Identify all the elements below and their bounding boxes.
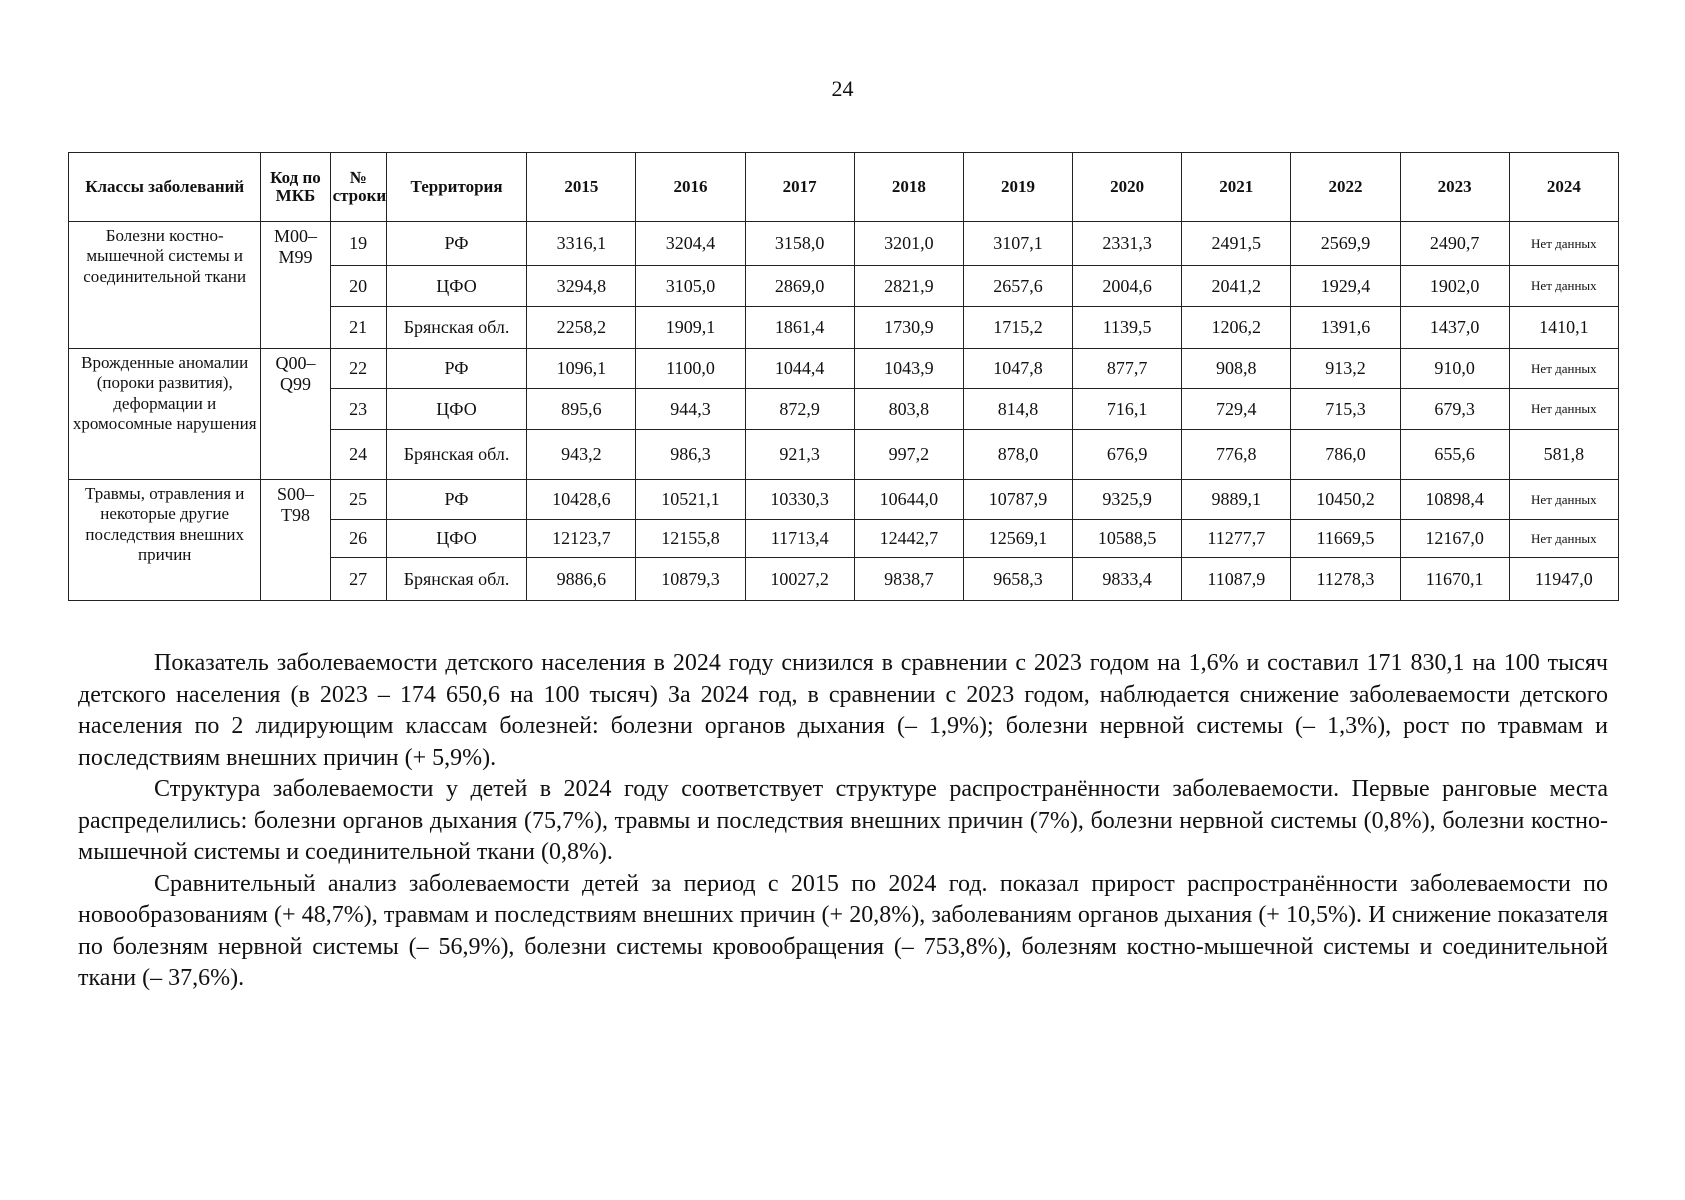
value-cell: 997,2 (854, 430, 963, 480)
value-cell: 2491,5 (1182, 222, 1291, 266)
value-cell: 878,0 (963, 430, 1072, 480)
value-cell: 10450,2 (1291, 480, 1400, 520)
value-cell: 3204,4 (636, 222, 745, 266)
value-cell: 11670,1 (1400, 558, 1509, 601)
territory-cell: Брянская обл. (386, 430, 527, 480)
header-territory: Территория (386, 153, 527, 222)
value-cell: 11669,5 (1291, 520, 1400, 558)
disease-class-cell: Травмы, отравления и некоторые другие последствия внешних причин (69, 480, 261, 601)
territory-cell: ЦФО (386, 266, 527, 307)
value-cell: 1096,1 (527, 349, 636, 389)
icd-code-cell: M00–M99 (261, 222, 330, 349)
value-cell: 9833,4 (1073, 558, 1182, 601)
value-cell: Нет данных (1509, 266, 1618, 307)
value-cell: 11278,3 (1291, 558, 1400, 601)
value-cell: 872,9 (745, 389, 854, 430)
value-cell: 1047,8 (963, 349, 1072, 389)
header-year: 2016 (636, 153, 745, 222)
disease-class-cell: Врожденные аномалии (пороки развития), деформации и хромосомные нарушения (69, 349, 261, 480)
header-year: 2024 (1509, 153, 1618, 222)
row-number-cell: 24 (330, 430, 386, 480)
value-cell: 2821,9 (854, 266, 963, 307)
value-cell: 3105,0 (636, 266, 745, 307)
value-cell: 655,6 (1400, 430, 1509, 480)
value-cell: 10644,0 (854, 480, 963, 520)
value-cell: 1715,2 (963, 307, 1072, 349)
value-cell: 10898,4 (1400, 480, 1509, 520)
value-cell: 10588,5 (1073, 520, 1182, 558)
value-cell: 10787,9 (963, 480, 1072, 520)
row-number-cell: 23 (330, 389, 386, 430)
value-cell: 1410,1 (1509, 307, 1618, 349)
value-cell: 12442,7 (854, 520, 963, 558)
header-year: 2023 (1400, 153, 1509, 222)
header-row-no: № строки (330, 153, 386, 222)
value-cell: 729,4 (1182, 389, 1291, 430)
page-number: 24 (831, 76, 854, 101)
territory-cell: РФ (386, 480, 527, 520)
header-year: 2017 (745, 153, 854, 222)
value-cell: 877,7 (1073, 349, 1182, 389)
value-cell: 895,6 (527, 389, 636, 430)
disease-class-cell: Болезни костно-мышечной системы и соединительной ткани (69, 222, 261, 349)
value-cell: 3158,0 (745, 222, 854, 266)
territory-cell: Брянская обл. (386, 558, 527, 601)
value-cell: 943,2 (527, 430, 636, 480)
value-cell: 715,3 (1291, 389, 1400, 430)
value-cell: 3294,8 (527, 266, 636, 307)
row-number-cell: 21 (330, 307, 386, 349)
value-cell: 803,8 (854, 389, 963, 430)
value-cell: 10330,3 (745, 480, 854, 520)
value-cell: 908,8 (1182, 349, 1291, 389)
value-cell: 1100,0 (636, 349, 745, 389)
value-cell: 3107,1 (963, 222, 1072, 266)
value-cell: 814,8 (963, 389, 1072, 430)
header-year: 2020 (1073, 153, 1182, 222)
value-cell: 1437,0 (1400, 307, 1509, 349)
value-cell: 581,8 (1509, 430, 1618, 480)
value-cell: Нет данных (1509, 480, 1618, 520)
value-cell: 910,0 (1400, 349, 1509, 389)
value-cell: 11713,4 (745, 520, 854, 558)
header-year: 2021 (1182, 153, 1291, 222)
value-cell: 12569,1 (963, 520, 1072, 558)
value-cell: 3201,0 (854, 222, 963, 266)
value-cell: 9886,6 (527, 558, 636, 601)
row-number-cell: 26 (330, 520, 386, 558)
value-cell: 2258,2 (527, 307, 636, 349)
value-cell: 1861,4 (745, 307, 854, 349)
paragraph: Показатель заболеваемости детского населения в 2024 году снизился в сравнении с 2023 годом на 1,6% и составил 171 830,1 на 100 тысяч детского населения (в 2023 – 174 650,6 на 100 тысяч) За 2024 год, в сравнении с 2023 годом, наблюдается снижение заболеваемости детского населения по 2 лидирующим классам болезней: болезни органов дыхания (– 1,9%); болезни нервной системы (– 1,3%), рост по травмам и последствиям внешних причин (+ 5,9%). (78, 650, 1608, 771)
body-text (78, 648, 1608, 995)
header-year: 2022 (1291, 153, 1400, 222)
value-cell: 1730,9 (854, 307, 963, 349)
table-row (69, 349, 1619, 389)
value-cell: 10027,2 (745, 558, 854, 601)
value-cell: 2004,6 (1073, 266, 1182, 307)
value-cell: 1206,2 (1182, 307, 1291, 349)
value-cell: 1391,6 (1291, 307, 1400, 349)
territory-cell: РФ (386, 349, 527, 389)
row-number-cell: 25 (330, 480, 386, 520)
value-cell: 9889,1 (1182, 480, 1291, 520)
value-cell: 921,3 (745, 430, 854, 480)
header-class: Классы заболеваний (69, 153, 261, 222)
icd-code-cell: S00–T98 (261, 480, 330, 601)
icd-code-cell: Q00–Q99 (261, 349, 330, 480)
header-year: 2018 (854, 153, 963, 222)
value-cell: 2490,7 (1400, 222, 1509, 266)
value-cell: 716,1 (1073, 389, 1182, 430)
row-number-cell: 27 (330, 558, 386, 601)
value-cell: 1909,1 (636, 307, 745, 349)
table-row (69, 222, 1619, 266)
value-cell: 913,2 (1291, 349, 1400, 389)
table-row (69, 480, 1619, 520)
value-cell: 1902,0 (1400, 266, 1509, 307)
value-cell: 11087,9 (1182, 558, 1291, 601)
value-cell: 1139,5 (1073, 307, 1182, 349)
value-cell: 2331,3 (1073, 222, 1182, 266)
value-cell: 2569,9 (1291, 222, 1400, 266)
value-cell: 986,3 (636, 430, 745, 480)
paragraph: Сравнительный анализ заболеваемости детей за период с 2015 по 2024 год. показал прирост распространённости заболеваемости по новообразованиям (+ 48,7%), травмам и последствиям внешних причин (+ 20,8%), заболеваниям органов дыхания (+ 10,5%). И снижение показателя по болезням нервной системы (– 56,9%), болезни системы кровообращения (– 753,8%), болезням костно-мышечной системы и соединительной ткани (– 37,6%). (78, 870, 1608, 991)
value-cell: 10428,6 (527, 480, 636, 520)
value-cell: 12155,8 (636, 520, 745, 558)
paragraph: Структура заболеваемости у детей в 2024 году соответствует структуре распространённости заболеваемости. Первые ранговые места распределились: болезни органов дыхания (75,7%), травмы и последствия внешних причин (7%), болезни нервной системы (0,8%), болезни костно-мышечной системы и соединительной ткани (0,8%). (78, 776, 1608, 865)
value-cell: 676,9 (1073, 430, 1182, 480)
value-cell: 9838,7 (854, 558, 963, 601)
value-cell: 1043,9 (854, 349, 963, 389)
value-cell: 1044,4 (745, 349, 854, 389)
value-cell: 3316,1 (527, 222, 636, 266)
value-cell: Нет данных (1509, 389, 1618, 430)
value-cell: 10521,1 (636, 480, 745, 520)
value-cell: 9658,3 (963, 558, 1072, 601)
value-cell: 11947,0 (1509, 558, 1618, 601)
table-header-row (69, 153, 1619, 222)
morbidity-table (68, 152, 1619, 601)
territory-cell: ЦФО (386, 389, 527, 430)
value-cell: 12123,7 (527, 520, 636, 558)
territory-cell: Брянская обл. (386, 307, 527, 349)
value-cell: 12167,0 (1400, 520, 1509, 558)
value-cell: Нет данных (1509, 222, 1618, 266)
value-cell: 679,3 (1400, 389, 1509, 430)
value-cell: 9325,9 (1073, 480, 1182, 520)
row-number-cell: 22 (330, 349, 386, 389)
header-code: Код по МКБ (261, 153, 330, 222)
value-cell: 2869,0 (745, 266, 854, 307)
header-year: 2019 (963, 153, 1072, 222)
value-cell: Нет данных (1509, 520, 1618, 558)
territory-cell: РФ (386, 222, 527, 266)
header-year: 2015 (527, 153, 636, 222)
value-cell: 11277,7 (1182, 520, 1291, 558)
territory-cell: ЦФО (386, 520, 527, 558)
value-cell: 1929,4 (1291, 266, 1400, 307)
value-cell: 2657,6 (963, 266, 1072, 307)
table-body (69, 222, 1619, 601)
row-number-cell: 20 (330, 266, 386, 307)
value-cell: Нет данных (1509, 349, 1618, 389)
row-number-cell: 19 (330, 222, 386, 266)
value-cell: 944,3 (636, 389, 745, 430)
value-cell: 776,8 (1182, 430, 1291, 480)
value-cell: 10879,3 (636, 558, 745, 601)
value-cell: 2041,2 (1182, 266, 1291, 307)
value-cell: 786,0 (1291, 430, 1400, 480)
